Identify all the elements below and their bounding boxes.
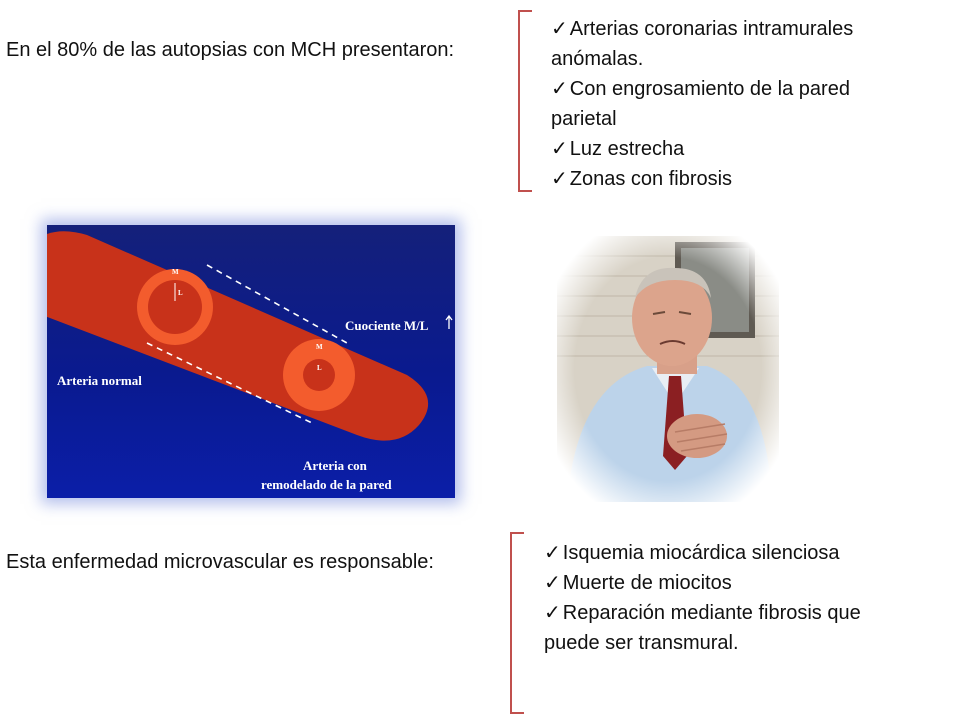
section2-bracket — [510, 532, 524, 714]
list-item: ✓ Isquemia miocárdica silenciosa — [544, 542, 840, 564]
label-ratio: Cuociente M/L — [345, 318, 429, 333]
check-icon: ✓ — [544, 572, 561, 594]
up-arrow-icon — [446, 316, 452, 329]
vessel-body — [47, 231, 428, 440]
list-item: puede ser transmural. — [544, 632, 739, 654]
section1-lead: En el 80% de las autopsias con MCH presentaron: — [6, 39, 455, 61]
list-item: ✓ Reparación mediante fibrosis que — [544, 602, 861, 624]
remodeled-mark-m: M — [316, 343, 323, 351]
label-remodeled-line2: remodelado de la pared — [261, 477, 392, 492]
section2-bullet-list — [544, 538, 944, 658]
artery-remodeling-diagram — [47, 225, 455, 498]
list-item: ✓ Con engrosamiento de la pared — [551, 78, 850, 100]
normal-mark-l: L — [178, 289, 183, 297]
check-icon: ✓ — [551, 138, 568, 160]
list-item: ✓ Arterias coronarias intramurales — [551, 18, 854, 40]
remodeled-mark-l: L — [317, 364, 322, 372]
list-item: parietal — [551, 108, 617, 130]
vignette — [557, 236, 779, 502]
list-item: anómalas. — [551, 48, 644, 70]
list-item: ✓ Zonas con fibrosis — [551, 168, 733, 190]
remodeled-artery-cross-section — [283, 339, 355, 411]
chest-pain-photo — [557, 236, 779, 502]
section1-bullet-list — [551, 14, 951, 194]
check-icon: ✓ — [544, 542, 561, 564]
check-icon: ✓ — [544, 602, 561, 624]
check-icon: ✓ — [551, 18, 568, 40]
normal-mark-m: M — [172, 268, 179, 276]
check-icon: ✓ — [551, 78, 568, 100]
list-item: ✓ Muerte de miocitos — [544, 572, 732, 594]
check-icon: ✓ — [551, 168, 568, 190]
list-item: ✓ Luz estrecha — [551, 138, 685, 160]
section1-bracket — [518, 10, 532, 192]
section2-lead: Esta enfermedad microvascular es responsable: — [6, 551, 434, 573]
artery-vessel — [47, 231, 428, 440]
label-normal-artery: Arteria normal — [57, 373, 142, 388]
label-remodeled-line1: Arteria con — [303, 458, 367, 473]
